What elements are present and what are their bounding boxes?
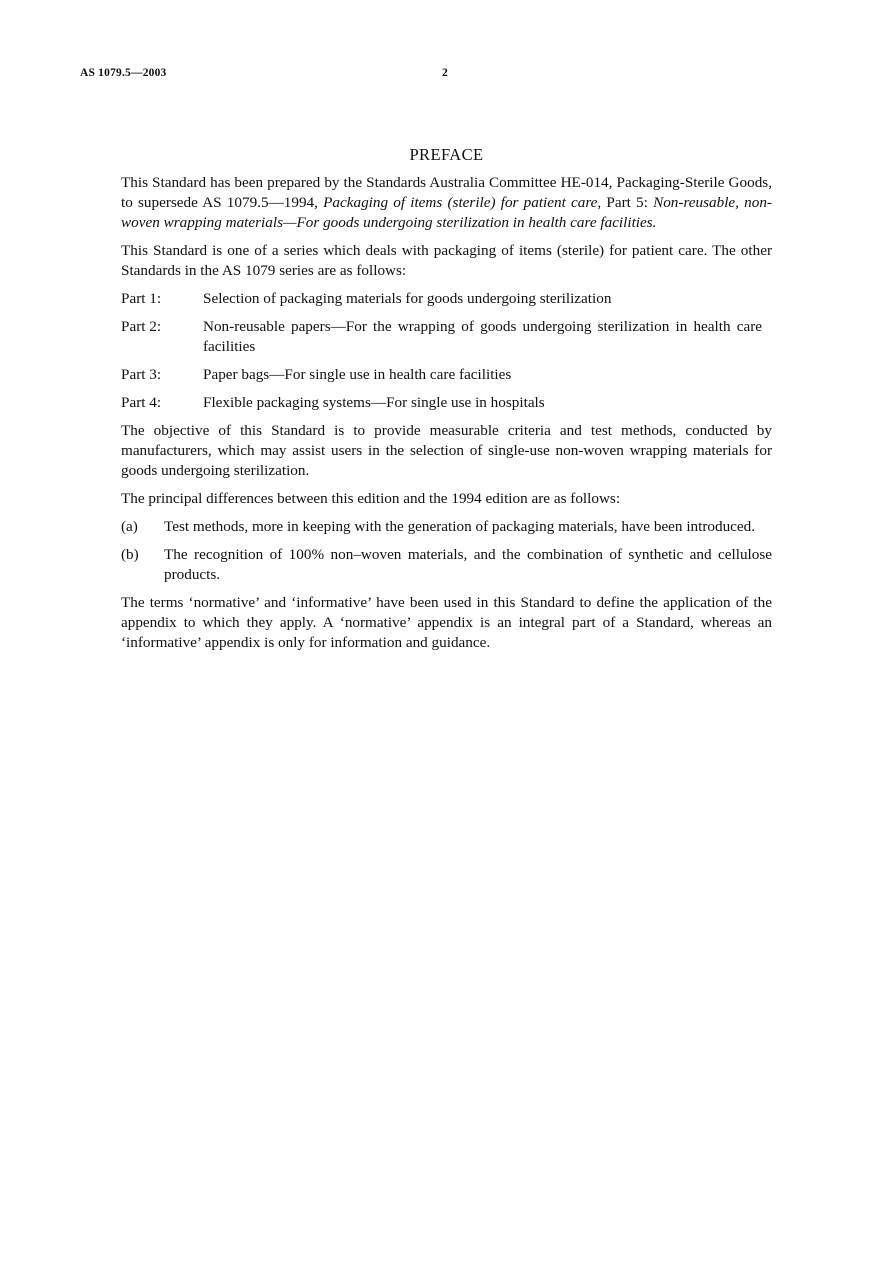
preface-paragraph-series: This Standard is one of a series which deals with packaging of items (sterile) for patient care. The other Standards in the AS 1079 series are as follows: xyxy=(121,242,772,279)
difference-text: Test methods, more in keeping with the generation of packaging materials, have been introduced. xyxy=(164,518,756,535)
difference-label: (a) xyxy=(121,518,138,535)
preface-section xyxy=(121,145,772,661)
list-item xyxy=(121,365,772,385)
part-text: Non-reusable papers—For the wrapping of goods undergoing sterilization in health care facilities xyxy=(203,318,762,355)
intro-text-a: This Standard has been prepared by the Standards Australia Committee HE-014, Packaging-Sterile Goods, to supersede AS 1079.5—1994, xyxy=(121,174,772,211)
preface-title: PREFACE xyxy=(409,145,484,164)
part-label: Part 1: xyxy=(121,290,162,307)
intro-title-italic: Packaging of items (sterile) for patient care, xyxy=(323,194,602,211)
part-label: Part 3: xyxy=(121,366,162,383)
list-item xyxy=(121,317,772,357)
part-text: Selection of packaging materials for goods undergoing sterilization xyxy=(203,290,612,307)
list-item xyxy=(121,393,772,413)
difference-label: (b) xyxy=(121,546,139,563)
intro-text-b: Part 5: xyxy=(601,194,654,211)
preface-paragraph-differences: The principal differences between this edition and the 1994 edition are as follows: xyxy=(121,490,621,507)
intro-part-title-italic: Non-reusable, non-woven wrapping materials—For goods undergoing sterilization in health care facilities. xyxy=(121,194,772,231)
part-label: Part 2: xyxy=(121,318,162,335)
part-text: Paper bags—For single use in health care facilities xyxy=(203,366,512,383)
part-label: Part 4: xyxy=(121,394,162,411)
difference-text: The recognition of 100% non–woven materials, and the combination of synthetic and cellulose products. xyxy=(164,546,772,583)
preface-paragraph-terms: The terms ‘normative’ and ‘informative’ have been used in this Standard to define the application of the appendix to which they apply. A ‘normative’ appendix is an integral part of a Standard, whereas an ‘informative’ appendix is only for information and guidance. xyxy=(121,594,772,651)
preface-paragraph-intro xyxy=(121,173,772,233)
list-item xyxy=(121,545,772,585)
list-item xyxy=(121,517,772,537)
parts-list xyxy=(121,289,772,413)
document-code: AS 1079.5—2003 xyxy=(80,67,167,79)
list-item xyxy=(121,289,772,309)
part-text: Flexible packaging systems—For single use in hospitals xyxy=(203,394,545,411)
preface-paragraph-objective: The objective of this Standard is to provide measurable criteria and test methods, conducted by manufacturers, which may assist users in the selection of single-use non-woven wrapping materials for goods undergoing sterilization. xyxy=(121,422,772,479)
page-number: 2 xyxy=(442,67,448,79)
differences-list xyxy=(121,517,772,585)
